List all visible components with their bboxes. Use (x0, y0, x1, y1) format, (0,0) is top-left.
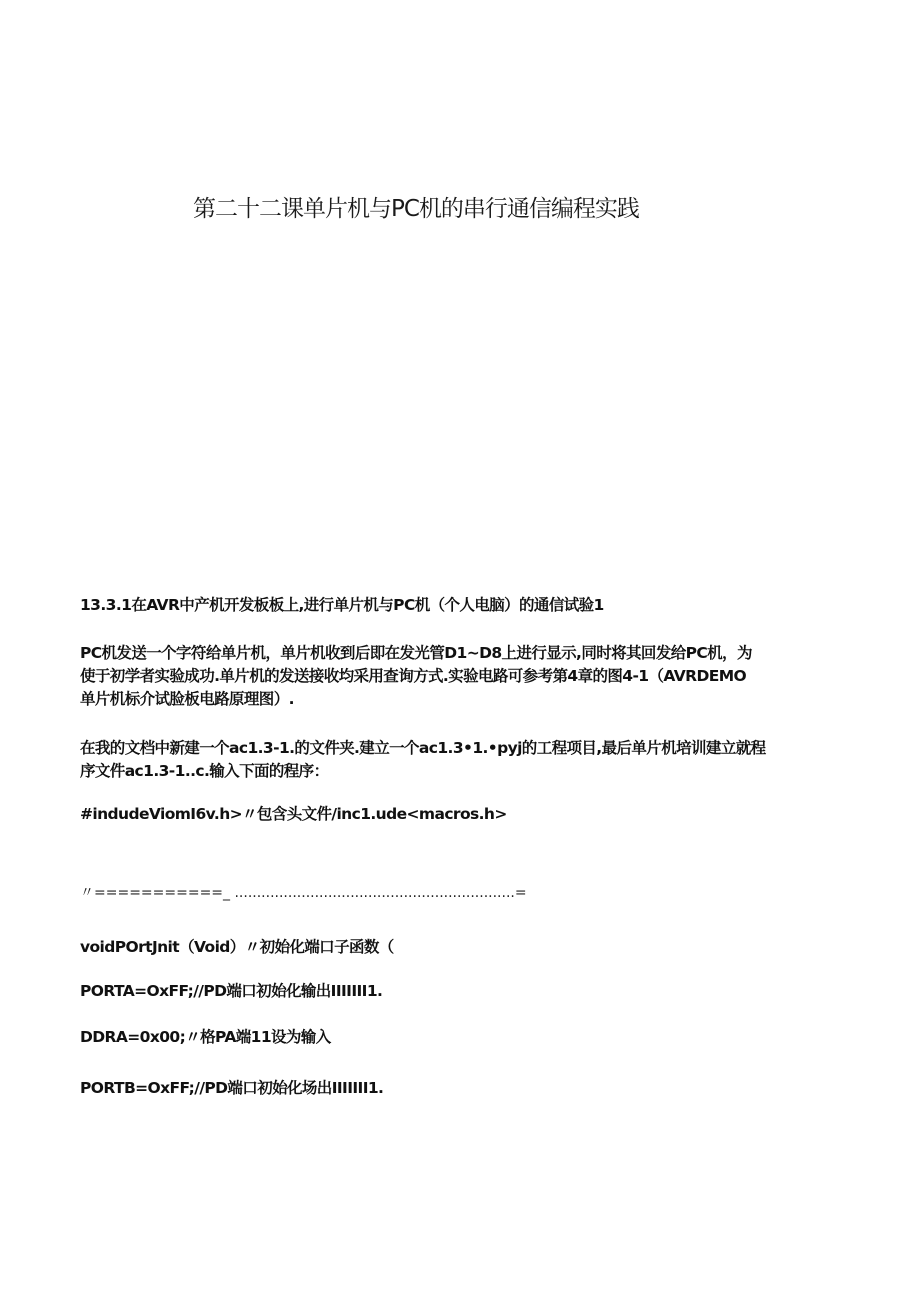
code-port-init-line: voidPOrtJnit（Void）〃初始化端口子函数（ (80, 938, 394, 956)
project-paragraph (80, 737, 766, 783)
intro-line: PC机发送一个字符给单片机，单片机收到后即在发光管D1~D8上进行显示,同时将其回发给PC机，为 (80, 644, 752, 662)
intro-paragraph (80, 642, 760, 711)
page-title: 第二十二课单片机与PC机的串行通信编程实践 (193, 196, 639, 222)
section-heading: 13.3.1在AVR中产机开发板板上,进行单片机与PC机（个人电脑）的通信试验1 (80, 596, 604, 614)
intro-line: 使于初学者实验成功.单片机的发送接收均采用查询方式.实验电路可参考第4章的图4-1（AVRDEMO (80, 667, 747, 685)
intro-line: 单片机标介试脸板电路原理图）. (80, 690, 294, 708)
code-include-line: #indudeViomI6v.h>〃包含头文件/inc1.ude<macros.h> (80, 805, 507, 823)
code-portb-line: PORTB=OxFF;//PD端口初始化场出IIIIIII1. (80, 1079, 384, 1097)
project-line: 在我的文档中新建一个ac1.3-1.的文件夹.建立一个ac1.3•1.•pyj的工程项目,最后单片机培训建立就程 (80, 739, 766, 757)
project-line: 序文件ac1.3-1..c.输入下面的程序： (80, 762, 329, 780)
code-ddra-line: DDRA=0x00;〃格PA端11设为输入 (80, 1028, 331, 1046)
code-separator-line: 〃===========_ ...............................................................= (80, 885, 527, 901)
code-porta-line: PORTA=OxFF;//PD端口初始化输出IIIIIII1. (80, 982, 383, 1000)
